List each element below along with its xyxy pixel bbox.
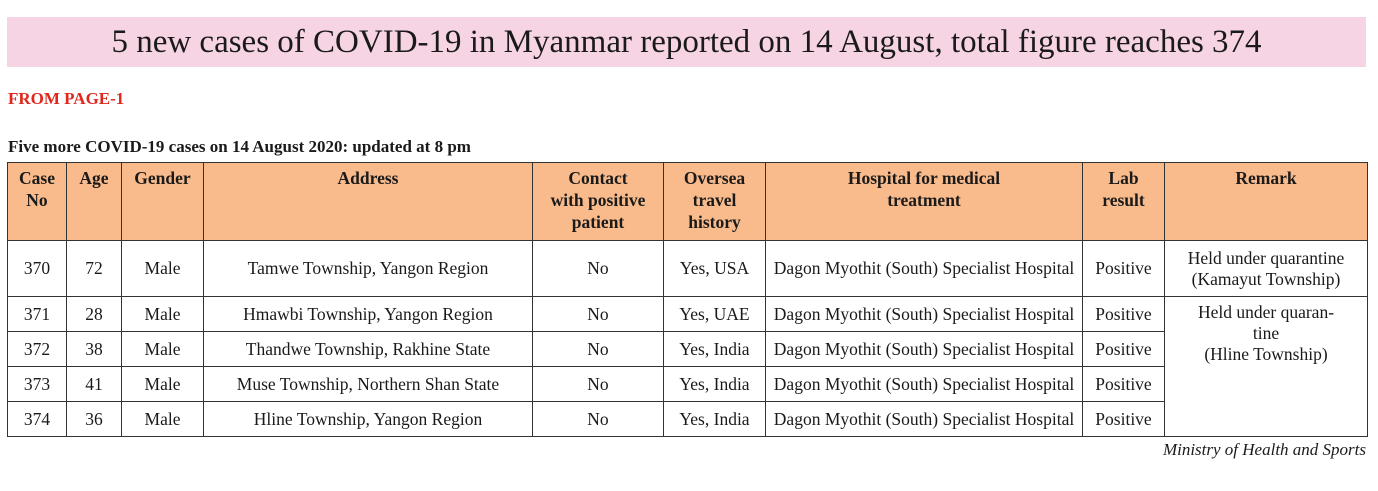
cell-remark-hline: Held under quaran- tine (Hline Township) [1165, 297, 1368, 437]
cell-age: 72 [67, 241, 122, 297]
headline-banner [7, 17, 1366, 67]
cell-age: 36 [67, 402, 122, 437]
cell-lab: Positive [1083, 241, 1165, 297]
headline-title: 5 new cases of COVID-19 in Myanmar reported on 14 August, total figure reaches 374 [111, 23, 1262, 60]
from-page-label: FROM PAGE-1 [8, 89, 125, 108]
header-lab-result: Lab result [1083, 163, 1165, 241]
cell-hospital: Dagon Myothit (South) Specialist Hospital [766, 367, 1083, 402]
cell-gender: Male [122, 402, 204, 437]
cell-contact: No [533, 332, 664, 367]
cell-case-no: 373 [8, 367, 67, 402]
cell-age: 28 [67, 297, 122, 332]
cell-age: 41 [67, 367, 122, 402]
header-gender: Gender [122, 163, 204, 241]
table-row [8, 332, 1368, 367]
cell-hospital: Dagon Myothit (South) Specialist Hospital [766, 402, 1083, 437]
cell-address: Tamwe Township, Yangon Region [204, 241, 533, 297]
cell-travel: Yes, USA [664, 241, 766, 297]
cell-case-no: 372 [8, 332, 67, 367]
cell-lab: Positive [1083, 367, 1165, 402]
cell-address: Hmawbi Township, Yangon Region [204, 297, 533, 332]
header-address: Address [204, 163, 533, 241]
cell-contact: No [533, 297, 664, 332]
header-remark: Remark [1165, 163, 1368, 241]
cell-gender: Male [122, 241, 204, 297]
header-case-no: Case No [8, 163, 67, 241]
cell-case-no: 371 [8, 297, 67, 332]
cell-travel: Yes, India [664, 402, 766, 437]
cell-hospital: Dagon Myothit (South) Specialist Hospital [766, 332, 1083, 367]
cell-lab: Positive [1083, 297, 1165, 332]
table-row [8, 297, 1368, 332]
header-age: Age [67, 163, 122, 241]
cell-hospital: Dagon Myothit (South) Specialist Hospital [766, 241, 1083, 297]
table-row [8, 241, 1368, 297]
source-credit: Ministry of Health and Sports [1162, 440, 1366, 459]
cell-hospital: Dagon Myothit (South) Specialist Hospital [766, 297, 1083, 332]
cell-gender: Male [122, 297, 204, 332]
cell-case-no: 370 [8, 241, 67, 297]
table-caption: Five more COVID-19 cases on 14 August 2020: updated at 8 pm [8, 137, 471, 156]
cell-age: 38 [67, 332, 122, 367]
cell-address: Hline Township, Yangon Region [204, 402, 533, 437]
header-contact: Contact with positive patient [533, 163, 664, 241]
cell-lab: Positive [1083, 332, 1165, 367]
table-header-row [8, 163, 1368, 241]
cell-gender: Male [122, 332, 204, 367]
cell-travel: Yes, India [664, 367, 766, 402]
table-row [8, 367, 1368, 402]
cell-remark-kamayut: Held under quarantine (Kamayut Township) [1165, 241, 1368, 297]
cell-case-no: 374 [8, 402, 67, 437]
cell-address: Muse Township, Northern Shan State [204, 367, 533, 402]
cell-travel: Yes, India [664, 332, 766, 367]
header-oversea-travel: Oversea travel history [664, 163, 766, 241]
cell-address: Thandwe Township, Rakhine State [204, 332, 533, 367]
cell-gender: Male [122, 367, 204, 402]
cell-contact: No [533, 402, 664, 437]
cell-contact: No [533, 241, 664, 297]
cases-table [7, 162, 1368, 437]
cell-travel: Yes, UAE [664, 297, 766, 332]
cell-lab: Positive [1083, 402, 1165, 437]
header-hospital: Hospital for medical treatment [766, 163, 1083, 241]
cell-contact: No [533, 367, 664, 402]
table-row [8, 402, 1368, 437]
